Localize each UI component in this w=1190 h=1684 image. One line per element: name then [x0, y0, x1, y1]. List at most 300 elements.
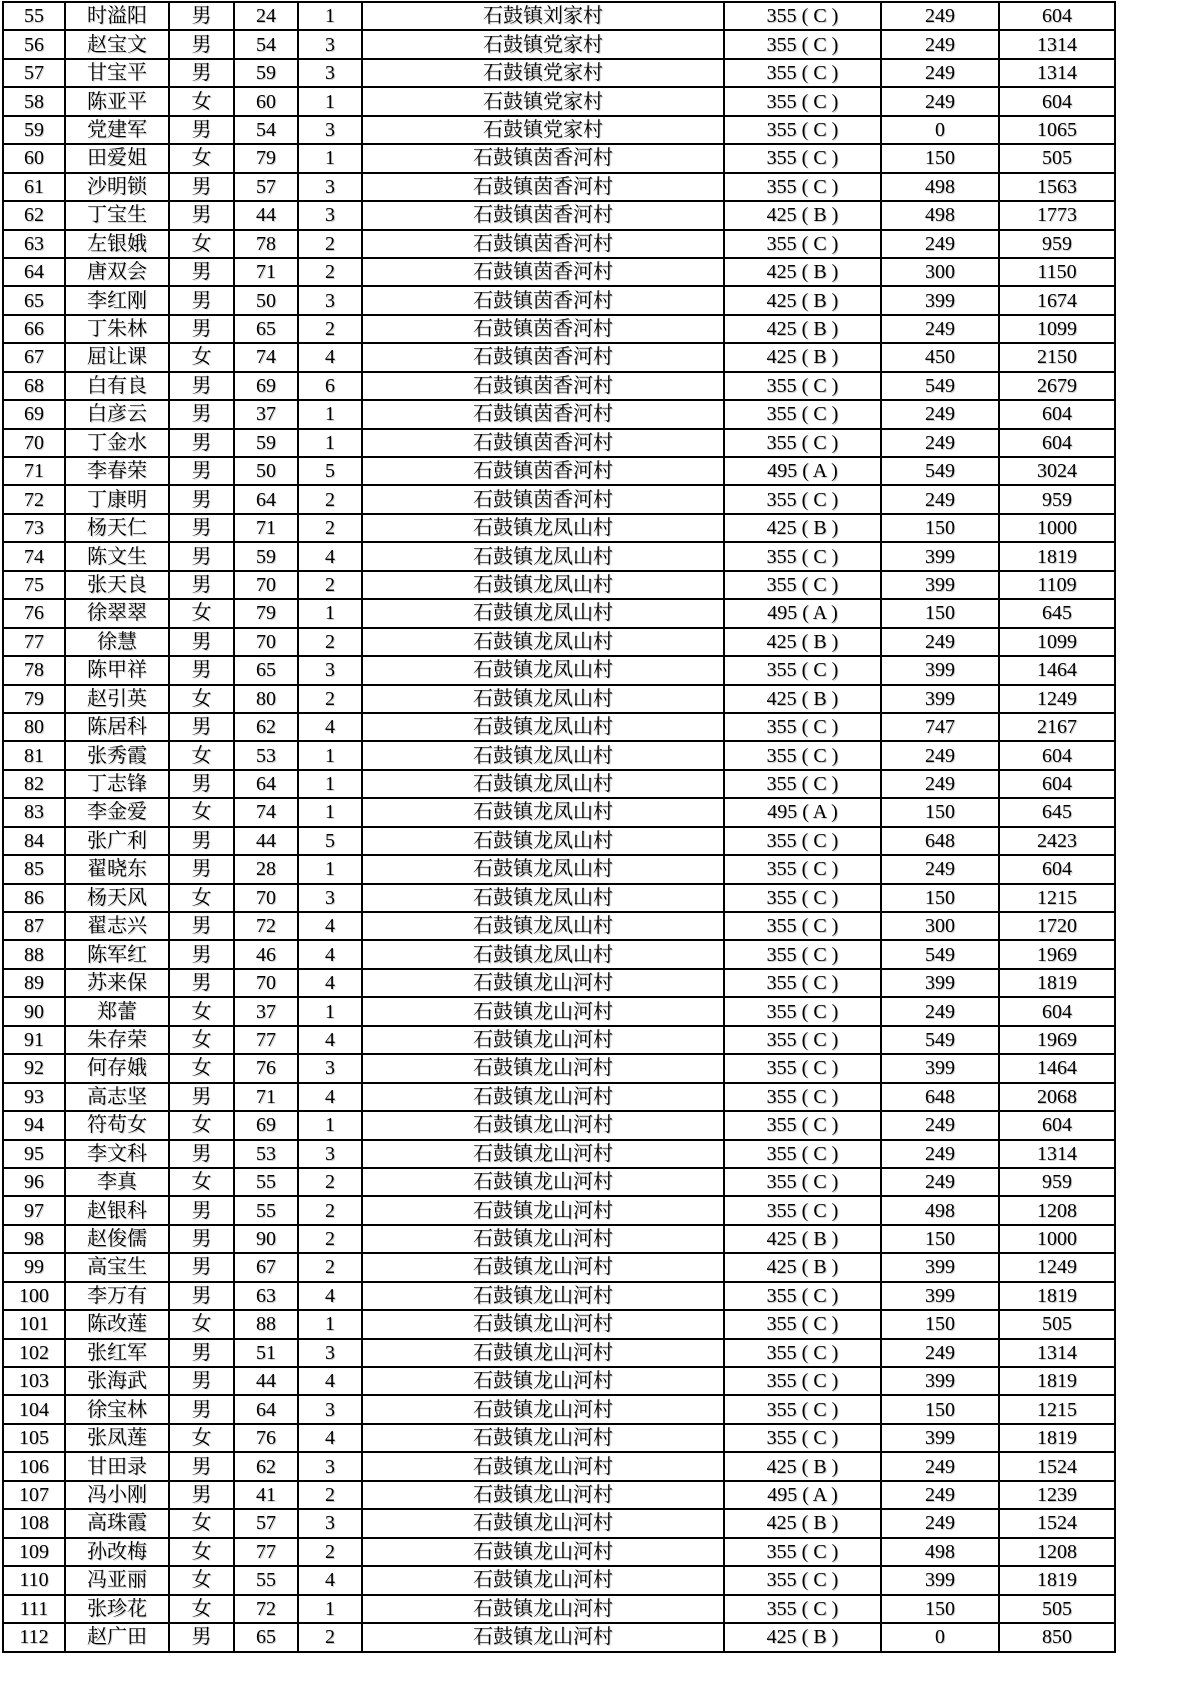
- cell-gender: 男: [169, 1196, 234, 1224]
- cell-standard: 425 ( B ): [724, 343, 881, 371]
- table-row: [3, 997, 1115, 1025]
- cell-name: 白彦云: [65, 400, 169, 428]
- cell-standard: 355 ( C ): [724, 59, 881, 87]
- cell-age: 54: [234, 116, 298, 144]
- cell-no: 71: [3, 457, 65, 485]
- cell-subsidy: 249: [881, 1140, 999, 1168]
- cell-subsidy: 249: [881, 770, 999, 798]
- cell-gender: 男: [169, 116, 234, 144]
- cell-standard: 355 ( C ): [724, 30, 881, 58]
- cell-no: 66: [3, 315, 65, 343]
- cell-age: 65: [234, 656, 298, 684]
- cell-subsidy: 399: [881, 1253, 999, 1281]
- cell-subsidy: 0: [881, 116, 999, 144]
- cell-name: 赵宝文: [65, 30, 169, 58]
- cell-gender: 男: [169, 315, 234, 343]
- cell-standard: 355 ( C ): [724, 144, 881, 172]
- cell-no: 61: [3, 173, 65, 201]
- cell-village: 石鼓镇龙凤山村: [362, 912, 724, 940]
- table-row: [3, 1054, 1115, 1082]
- cell-standard: 425 ( B ): [724, 514, 881, 542]
- cell-name: 李春荣: [65, 457, 169, 485]
- cell-subsidy: 150: [881, 1595, 999, 1623]
- cell-total: 2423: [999, 827, 1115, 855]
- cell-total: 1524: [999, 1509, 1115, 1537]
- cell-name: 赵引英: [65, 685, 169, 713]
- cell-persons: 1: [298, 1111, 362, 1139]
- cell-persons: 5: [298, 457, 362, 485]
- cell-subsidy: 399: [881, 571, 999, 599]
- cell-village: 石鼓镇龙凤山村: [362, 571, 724, 599]
- cell-village: 石鼓镇龙山河村: [362, 1509, 724, 1537]
- cell-standard: 355 ( C ): [724, 940, 881, 968]
- cell-total: 505: [999, 1595, 1115, 1623]
- cell-persons: 3: [298, 1395, 362, 1423]
- cell-no: 80: [3, 713, 65, 741]
- cell-total: 1150: [999, 258, 1115, 286]
- cell-age: 90: [234, 1225, 298, 1253]
- cell-name: 屈让课: [65, 343, 169, 371]
- cell-persons: 3: [298, 59, 362, 87]
- cell-age: 60: [234, 87, 298, 115]
- cell-subsidy: 399: [881, 656, 999, 684]
- cell-age: 50: [234, 457, 298, 485]
- table-row: [3, 912, 1115, 940]
- cell-name: 高珠霞: [65, 1509, 169, 1537]
- cell-persons: 1: [298, 770, 362, 798]
- cell-subsidy: 549: [881, 372, 999, 400]
- table-row: [3, 144, 1115, 172]
- cell-age: 57: [234, 173, 298, 201]
- cell-no: 112: [3, 1623, 65, 1652]
- cell-age: 79: [234, 599, 298, 627]
- cell-total: 1109: [999, 571, 1115, 599]
- cell-village: 石鼓镇龙山河村: [362, 1026, 724, 1054]
- cell-standard: 355 ( C ): [724, 770, 881, 798]
- table-row: [3, 2, 1115, 30]
- table-row: [3, 485, 1115, 513]
- cell-subsidy: 498: [881, 1196, 999, 1224]
- cell-standard: 355 ( C ): [724, 230, 881, 258]
- cell-total: 1720: [999, 912, 1115, 940]
- cell-gender: 男: [169, 969, 234, 997]
- cell-name: 甘宝平: [65, 59, 169, 87]
- cell-gender: 男: [169, 429, 234, 457]
- cell-standard: 495 ( A ): [724, 798, 881, 826]
- cell-total: 1208: [999, 1538, 1115, 1566]
- cell-subsidy: 249: [881, 855, 999, 883]
- cell-total: 1969: [999, 1026, 1115, 1054]
- cell-age: 88: [234, 1310, 298, 1338]
- table-row: [3, 457, 1115, 485]
- cell-total: 604: [999, 400, 1115, 428]
- cell-name: 丁志锋: [65, 770, 169, 798]
- cell-no: 78: [3, 656, 65, 684]
- cell-village: 石鼓镇龙凤山村: [362, 542, 724, 570]
- table-row: [3, 1196, 1115, 1224]
- table-row: [3, 940, 1115, 968]
- cell-no: 69: [3, 400, 65, 428]
- cell-total: 1065: [999, 116, 1115, 144]
- cell-village: 石鼓镇龙凤山村: [362, 599, 724, 627]
- cell-village: 石鼓镇茵香河村: [362, 372, 724, 400]
- table-row: [3, 173, 1115, 201]
- cell-village: 石鼓镇龙山河村: [362, 1310, 724, 1338]
- cell-age: 59: [234, 59, 298, 87]
- cell-no: 72: [3, 485, 65, 513]
- cell-village: 石鼓镇龙凤山村: [362, 514, 724, 542]
- cell-total: 1314: [999, 30, 1115, 58]
- cell-age: 59: [234, 542, 298, 570]
- cell-no: 111: [3, 1595, 65, 1623]
- cell-village: 石鼓镇龙凤山村: [362, 884, 724, 912]
- cell-total: 604: [999, 1111, 1115, 1139]
- cell-standard: 355 ( C ): [724, 1339, 881, 1367]
- cell-village: 石鼓镇龙山河村: [362, 1623, 724, 1652]
- cell-total: 1464: [999, 656, 1115, 684]
- cell-total: 604: [999, 2, 1115, 30]
- cell-persons: 2: [298, 1623, 362, 1652]
- cell-gender: 女: [169, 798, 234, 826]
- cell-village: 石鼓镇茵香河村: [362, 173, 724, 201]
- cell-age: 72: [234, 1595, 298, 1623]
- cell-subsidy: 249: [881, 400, 999, 428]
- cell-total: 604: [999, 741, 1115, 769]
- cell-name: 张天良: [65, 571, 169, 599]
- cell-village: 石鼓镇龙山河村: [362, 1566, 724, 1594]
- cell-no: 62: [3, 201, 65, 229]
- cell-village: 石鼓镇龙凤山村: [362, 798, 724, 826]
- cell-persons: 1: [298, 855, 362, 883]
- cell-total: 645: [999, 599, 1115, 627]
- cell-subsidy: 300: [881, 258, 999, 286]
- cell-gender: 女: [169, 1054, 234, 1082]
- cell-name: 张红军: [65, 1339, 169, 1367]
- cell-gender: 男: [169, 571, 234, 599]
- cell-gender: 男: [169, 940, 234, 968]
- cell-no: 79: [3, 685, 65, 713]
- cell-persons: 1: [298, 741, 362, 769]
- table-row: [3, 599, 1115, 627]
- cell-gender: 女: [169, 1310, 234, 1338]
- cell-no: 82: [3, 770, 65, 798]
- cell-no: 102: [3, 1339, 65, 1367]
- cell-gender: 男: [169, 1395, 234, 1423]
- cell-name: 田爱姐: [65, 144, 169, 172]
- table-row: [3, 798, 1115, 826]
- cell-no: 101: [3, 1310, 65, 1338]
- cell-age: 44: [234, 1367, 298, 1395]
- cell-name: 时溢阳: [65, 2, 169, 30]
- table-row: [3, 884, 1115, 912]
- cell-village: 石鼓镇龙凤山村: [362, 940, 724, 968]
- cell-standard: 355 ( C ): [724, 1111, 881, 1139]
- cell-village: 石鼓镇龙山河村: [362, 1424, 724, 1452]
- cell-total: 1099: [999, 628, 1115, 656]
- cell-no: 73: [3, 514, 65, 542]
- cell-age: 64: [234, 770, 298, 798]
- cell-gender: 男: [169, 1481, 234, 1509]
- cell-persons: 3: [298, 656, 362, 684]
- cell-name: 李真: [65, 1168, 169, 1196]
- table-row: [3, 1395, 1115, 1423]
- cell-village: 石鼓镇龙山河村: [362, 1595, 724, 1623]
- cell-gender: 女: [169, 884, 234, 912]
- cell-age: 54: [234, 30, 298, 58]
- cell-name: 白有良: [65, 372, 169, 400]
- cell-age: 69: [234, 1111, 298, 1139]
- cell-persons: 4: [298, 713, 362, 741]
- cell-village: 石鼓镇茵香河村: [362, 485, 724, 513]
- cell-total: 959: [999, 485, 1115, 513]
- table-row: [3, 286, 1115, 314]
- cell-village: 石鼓镇党家村: [362, 59, 724, 87]
- cell-total: 1563: [999, 173, 1115, 201]
- cell-village: 石鼓镇茵香河村: [362, 258, 724, 286]
- cell-standard: 355 ( C ): [724, 1538, 881, 1566]
- cell-village: 石鼓镇龙凤山村: [362, 656, 724, 684]
- cell-subsidy: 150: [881, 1395, 999, 1423]
- cell-persons: 2: [298, 1168, 362, 1196]
- cell-age: 64: [234, 485, 298, 513]
- cell-village: 石鼓镇龙凤山村: [362, 628, 724, 656]
- cell-village: 石鼓镇刘家村: [362, 2, 724, 30]
- table-row: [3, 201, 1115, 229]
- cell-no: 88: [3, 940, 65, 968]
- cell-total: 1314: [999, 1339, 1115, 1367]
- cell-total: 1314: [999, 1140, 1115, 1168]
- cell-subsidy: 249: [881, 741, 999, 769]
- cell-no: 63: [3, 230, 65, 258]
- cell-persons: 3: [298, 1140, 362, 1168]
- cell-village: 石鼓镇龙山河村: [362, 1367, 724, 1395]
- cell-gender: 女: [169, 1595, 234, 1623]
- cell-village: 石鼓镇龙山河村: [362, 1196, 724, 1224]
- cell-name: 李文科: [65, 1140, 169, 1168]
- cell-persons: 4: [298, 542, 362, 570]
- cell-gender: 女: [169, 1168, 234, 1196]
- cell-subsidy: 249: [881, 1452, 999, 1480]
- table-row: [3, 1509, 1115, 1537]
- cell-village: 石鼓镇龙山河村: [362, 1083, 724, 1111]
- cell-name: 徐宝林: [65, 1395, 169, 1423]
- cell-gender: 男: [169, 1339, 234, 1367]
- cell-persons: 2: [298, 1538, 362, 1566]
- cell-total: 2150: [999, 343, 1115, 371]
- cell-gender: 男: [169, 372, 234, 400]
- table-row: [3, 1367, 1115, 1395]
- cell-no: 83: [3, 798, 65, 826]
- cell-persons: 4: [298, 1367, 362, 1395]
- table-row: [3, 1225, 1115, 1253]
- cell-no: 90: [3, 997, 65, 1025]
- cell-age: 65: [234, 315, 298, 343]
- cell-village: 石鼓镇茵香河村: [362, 315, 724, 343]
- cell-standard: 355 ( C ): [724, 542, 881, 570]
- cell-age: 53: [234, 741, 298, 769]
- cell-no: 58: [3, 87, 65, 115]
- cell-name: 郑蕾: [65, 997, 169, 1025]
- table-row: [3, 656, 1115, 684]
- cell-total: 604: [999, 997, 1115, 1025]
- cell-name: 孙改梅: [65, 1538, 169, 1566]
- cell-no: 85: [3, 855, 65, 883]
- cell-age: 24: [234, 2, 298, 30]
- cell-standard: 425 ( B ): [724, 1452, 881, 1480]
- cell-subsidy: 399: [881, 286, 999, 314]
- cell-total: 1464: [999, 1054, 1115, 1082]
- cell-name: 丁朱林: [65, 315, 169, 343]
- cell-gender: 男: [169, 258, 234, 286]
- cell-persons: 3: [298, 201, 362, 229]
- cell-subsidy: 399: [881, 685, 999, 713]
- cell-subsidy: 150: [881, 599, 999, 627]
- cell-subsidy: 150: [881, 144, 999, 172]
- cell-standard: 355 ( C ): [724, 827, 881, 855]
- cell-no: 110: [3, 1566, 65, 1594]
- cell-age: 28: [234, 855, 298, 883]
- cell-persons: 4: [298, 1083, 362, 1111]
- cell-village: 石鼓镇茵香河村: [362, 230, 724, 258]
- cell-total: 1249: [999, 1253, 1115, 1281]
- cell-gender: 男: [169, 628, 234, 656]
- cell-name: 何存娥: [65, 1054, 169, 1082]
- cell-gender: 男: [169, 457, 234, 485]
- cell-subsidy: 249: [881, 1168, 999, 1196]
- cell-age: 77: [234, 1026, 298, 1054]
- table-row: [3, 1168, 1115, 1196]
- cell-standard: 355 ( C ): [724, 372, 881, 400]
- cell-age: 62: [234, 1452, 298, 1480]
- table-row: [3, 315, 1115, 343]
- cell-name: 冯亚丽: [65, 1566, 169, 1594]
- cell-standard: 355 ( C ): [724, 571, 881, 599]
- cell-age: 67: [234, 1253, 298, 1281]
- cell-persons: 5: [298, 827, 362, 855]
- cell-age: 46: [234, 940, 298, 968]
- cell-gender: 女: [169, 343, 234, 371]
- cell-name: 翟晓东: [65, 855, 169, 883]
- cell-subsidy: 399: [881, 1367, 999, 1395]
- cell-gender: 男: [169, 30, 234, 58]
- cell-standard: 355 ( C ): [724, 969, 881, 997]
- cell-subsidy: 450: [881, 343, 999, 371]
- cell-subsidy: 150: [881, 798, 999, 826]
- cell-persons: 3: [298, 286, 362, 314]
- cell-subsidy: 249: [881, 628, 999, 656]
- cell-standard: 425 ( B ): [724, 315, 881, 343]
- cell-persons: 1: [298, 400, 362, 428]
- cell-no: 94: [3, 1111, 65, 1139]
- cell-name: 左银娥: [65, 230, 169, 258]
- cell-no: 74: [3, 542, 65, 570]
- cell-no: 70: [3, 429, 65, 457]
- cell-persons: 2: [298, 485, 362, 513]
- table-row: [3, 969, 1115, 997]
- table-row: [3, 1253, 1115, 1281]
- cell-age: 51: [234, 1339, 298, 1367]
- cell-name: 陈居科: [65, 713, 169, 741]
- cell-standard: 355 ( C ): [724, 741, 881, 769]
- cell-standard: 425 ( B ): [724, 1623, 881, 1652]
- cell-age: 70: [234, 628, 298, 656]
- cell-village: 石鼓镇茵香河村: [362, 343, 724, 371]
- cell-standard: 495 ( A ): [724, 599, 881, 627]
- cell-age: 74: [234, 798, 298, 826]
- cell-persons: 3: [298, 1339, 362, 1367]
- cell-standard: 425 ( B ): [724, 628, 881, 656]
- cell-no: 67: [3, 343, 65, 371]
- cell-standard: 355 ( C ): [724, 1054, 881, 1082]
- cell-standard: 355 ( C ): [724, 429, 881, 457]
- cell-subsidy: 498: [881, 173, 999, 201]
- cell-no: 76: [3, 599, 65, 627]
- cell-gender: 男: [169, 2, 234, 30]
- table-row: [3, 1310, 1115, 1338]
- cell-name: 高志坚: [65, 1083, 169, 1111]
- cell-gender: 男: [169, 912, 234, 940]
- cell-gender: 男: [169, 656, 234, 684]
- cell-persons: 4: [298, 343, 362, 371]
- cell-age: 63: [234, 1282, 298, 1310]
- cell-village: 石鼓镇龙山河村: [362, 1282, 724, 1310]
- table-row: [3, 59, 1115, 87]
- cell-age: 72: [234, 912, 298, 940]
- cell-total: 1773: [999, 201, 1115, 229]
- cell-subsidy: 399: [881, 1054, 999, 1082]
- cell-no: 95: [3, 1140, 65, 1168]
- cell-no: 81: [3, 741, 65, 769]
- cell-name: 翟志兴: [65, 912, 169, 940]
- cell-gender: 男: [169, 286, 234, 314]
- cell-village: 石鼓镇茵香河村: [362, 457, 724, 485]
- cell-age: 78: [234, 230, 298, 258]
- cell-subsidy: 249: [881, 485, 999, 513]
- cell-standard: 355 ( C ): [724, 656, 881, 684]
- cell-total: 1969: [999, 940, 1115, 968]
- cell-no: 100: [3, 1282, 65, 1310]
- cell-gender: 男: [169, 59, 234, 87]
- cell-standard: 425 ( B ): [724, 258, 881, 286]
- cell-village: 石鼓镇龙山河村: [362, 1395, 724, 1423]
- cell-age: 71: [234, 514, 298, 542]
- cell-total: 959: [999, 1168, 1115, 1196]
- cell-name: 张海武: [65, 1367, 169, 1395]
- cell-persons: 4: [298, 940, 362, 968]
- table-row: [3, 713, 1115, 741]
- cell-persons: 2: [298, 571, 362, 599]
- cell-gender: 女: [169, 1424, 234, 1452]
- cell-no: 57: [3, 59, 65, 87]
- cell-standard: 425 ( B ): [724, 1225, 881, 1253]
- cell-gender: 女: [169, 1566, 234, 1594]
- cell-persons: 2: [298, 1196, 362, 1224]
- cell-gender: 女: [169, 1111, 234, 1139]
- cell-gender: 男: [169, 1083, 234, 1111]
- cell-no: 64: [3, 258, 65, 286]
- cell-age: 74: [234, 343, 298, 371]
- cell-total: 604: [999, 429, 1115, 457]
- cell-village: 石鼓镇党家村: [362, 87, 724, 115]
- cell-subsidy: 150: [881, 514, 999, 542]
- cell-standard: 355 ( C ): [724, 87, 881, 115]
- cell-persons: 4: [298, 1026, 362, 1054]
- cell-persons: 3: [298, 116, 362, 144]
- cell-age: 70: [234, 884, 298, 912]
- cell-age: 80: [234, 685, 298, 713]
- cell-total: 1819: [999, 1566, 1115, 1594]
- cell-standard: 355 ( C ): [724, 912, 881, 940]
